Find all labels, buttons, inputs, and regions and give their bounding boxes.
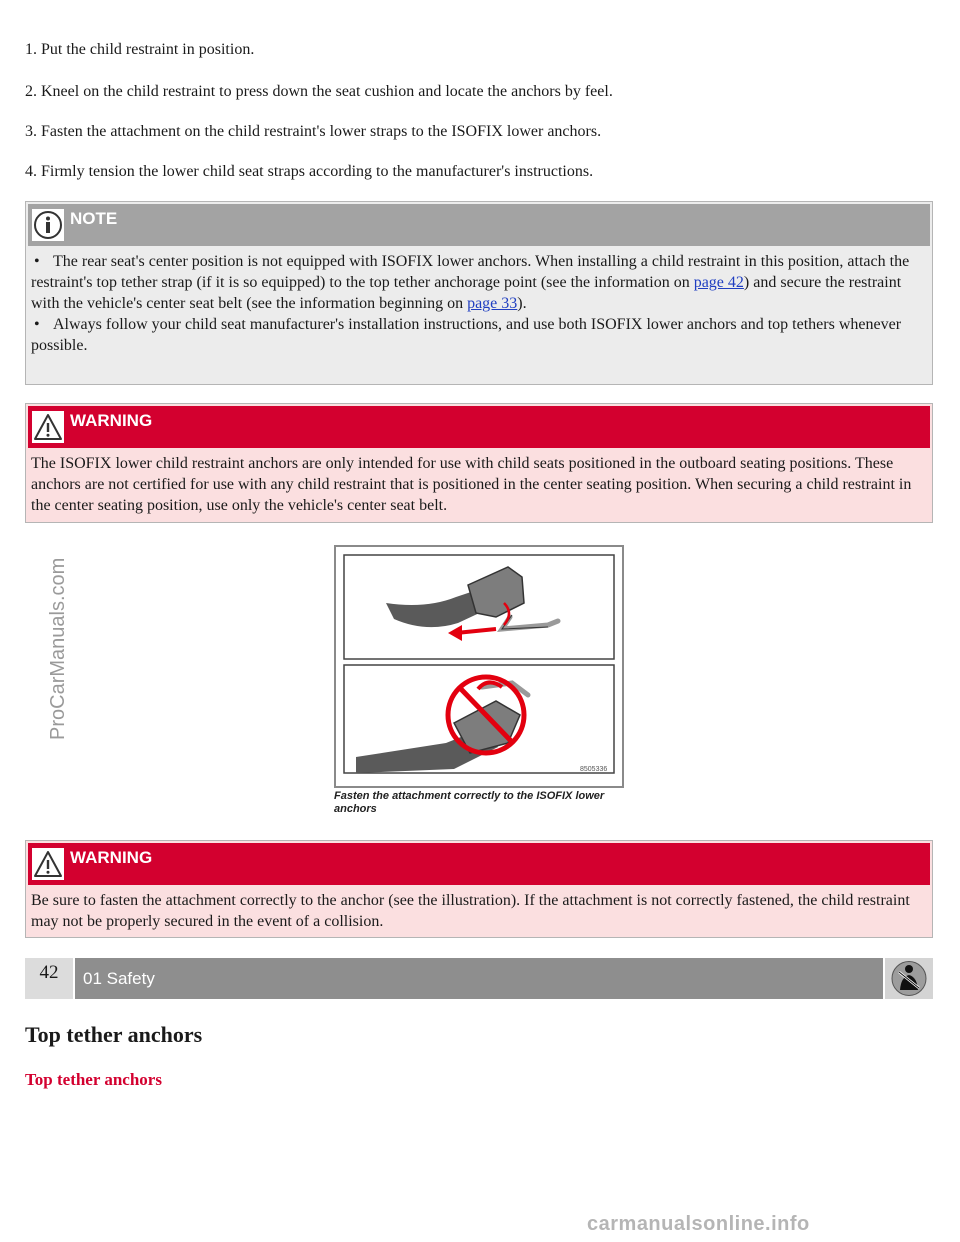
note-body [26,246,932,362]
isofix-figure [334,545,624,816]
section-label: 01 Safety [75,958,883,999]
step-3: 3. Fasten the attachment on the child restraint's lower straps to the ISOFIX lower anchors. [25,123,602,140]
isofix-illustration [336,547,622,786]
page-number: 42 [25,958,73,999]
warning-body-2: Be sure to fasten the attachment correctly to the anchor (see the illustration). If the attachment is not correctly fastened, the child restraint may not be properly secured in the event of a collision. [31,892,910,930]
section-subheading: Top tether anchors [25,1070,162,1089]
figure-caption: Fasten the attachment correctly to the ISOFIX lower anchors [334,790,605,815]
warning-triangle-icon [32,848,64,880]
step-2: 2. Kneel on the child restraint to press down the seat cushion and locate the anchors by feel. [25,83,613,100]
seatbelt-icon-box [885,958,933,999]
note-item-1-text-b: ) and secure the restraint with the vehicle's center seat belt (see the information beginning on [31,274,902,312]
note-item-2-text: Always follow your child seat manufacturer's installation instructions, and use both ISOFIX lower anchors and top tethers whenever possible. [31,316,902,354]
site-watermark: carmanualsonline.info [587,1213,810,1235]
link-page-33[interactable]: page 33 [467,295,518,312]
note-title: NOTE [70,209,118,228]
note-item-2 [31,314,926,356]
note-item-1 [31,251,926,314]
warning-triangle-icon [32,411,64,443]
section-heading: Top tether anchors [25,1022,203,1047]
seatbelt-icon [885,958,933,999]
figure-code: 8505336 [580,766,608,773]
note-item-1-text-a: The rear seat's center position is not equipped with ISOFIX lower anchors. When installing a child restraint in this position, attach the restraint's top tether strap (if it is so equipped) to the top tether anchorage point (see the information on [31,253,910,291]
warning-title-2: WARNING [70,848,153,867]
figure-frame [334,545,624,788]
warning-title-1: WARNING [70,411,153,430]
warning-header-1 [28,406,930,448]
note-header [28,204,930,246]
warning-body-1: The ISOFIX lower child restraint anchors are only intended for use with child seats positioned in the outboard seating positions. These anchors are not certified for use with any child restraint that is positioned in the center seating position. When securing a child restraint in the center seating position, use only the vehicle's center seat belt. [31,455,912,514]
note-list [31,251,926,356]
info-icon [32,209,64,241]
note-box [25,201,933,385]
bullet: • [34,253,40,270]
step-4: 4. Firmly tension the lower child seat straps according to the manufacturer's instructions. [25,163,594,180]
step-1: 1. Put the child restraint in position. [25,41,255,58]
link-page-42[interactable]: page 42 [693,274,744,291]
warning-box-1 [25,403,933,523]
warning-header-2 [28,843,930,885]
warning-box-2 [25,840,933,938]
watermark-text: ProCarManuals.com [47,557,69,740]
bullet: • [34,316,40,333]
note-item-1-text-c: ). [517,295,527,312]
page-footer [25,958,933,999]
